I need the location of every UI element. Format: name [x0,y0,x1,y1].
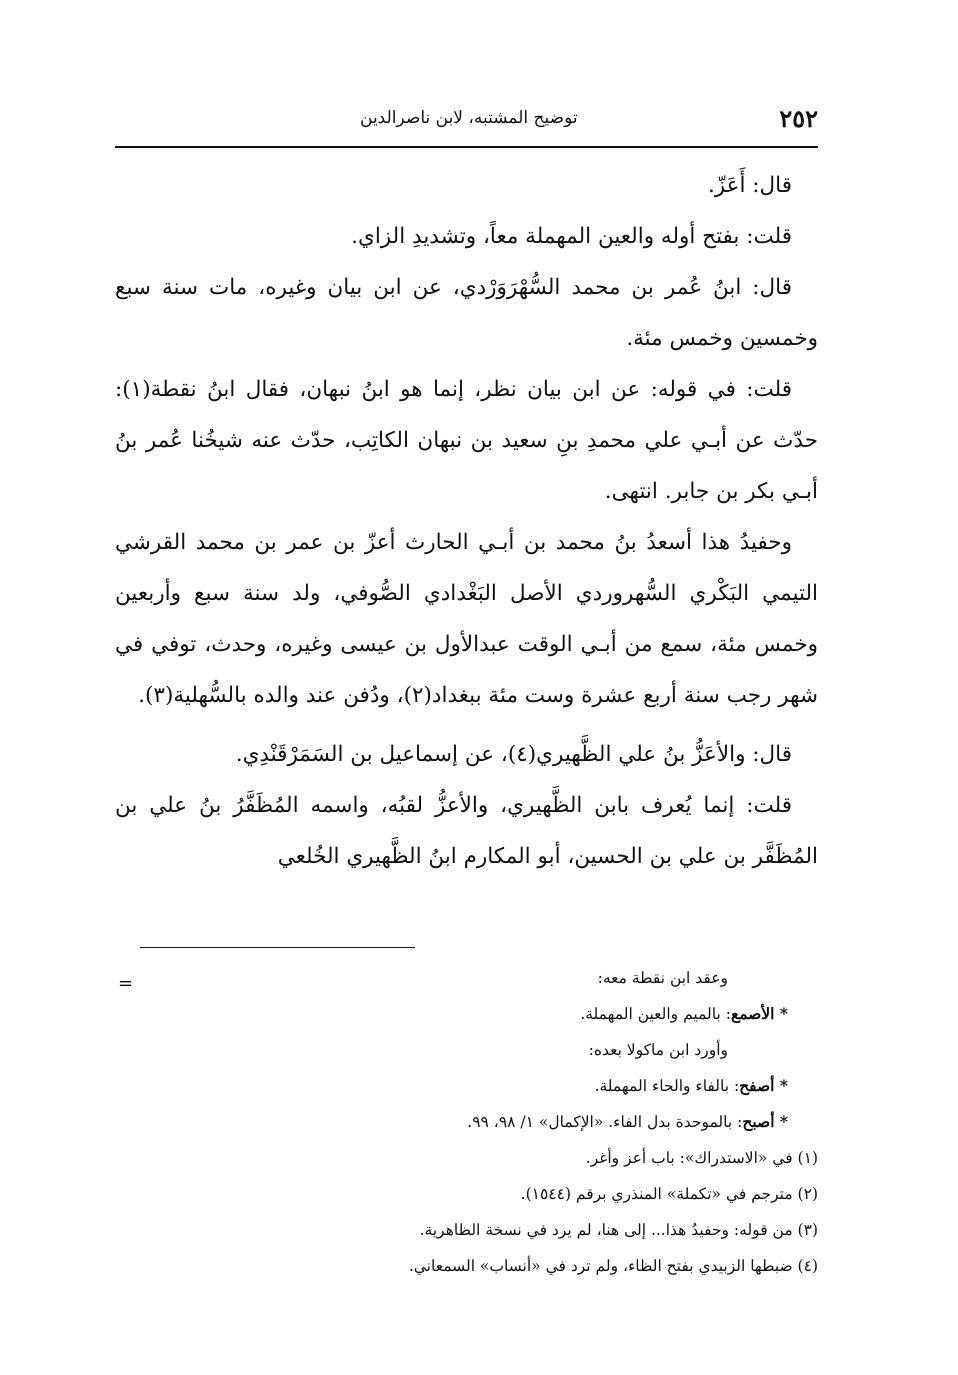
paragraph-5: وحفيدُ هذا أسعدُ بنُ محمد بن أبـي الحارث أعزّ بن عمر بن محمد القرشي التيمي البَكْري السُّهروردي الأصل البَغْدادي الصُّوفي، ولد سنة سبع وأربعين وخمس مئة، سمع من أبـي الوقت عبدالأول بن عيسى وغيره، وحدث، توفي في شهر رجب سنة أربع عشرة وست مئة ببغداد(٢)، ودُفن عند والده بالسُّهلية(٣). [115,530,818,708]
footnote-term-text: : بالموحدة بدل الفاء. «الإكمال» ١/ ٩٨، ٩٩. [467,1113,743,1131]
footnote-continuation-line [115,996,818,1032]
footnote-term: * الأصمع [730,1004,788,1023]
footnote-continuation-mark: = [118,973,134,994]
footnote-separator [140,947,415,948]
paragraph-2: قلت: بفتح أوله والعين المهملة معاً، وتشديدِ الزاي. [351,224,792,249]
main-text [115,160,818,882]
paragraph-3: قال: ابنُ عُمر بن محمد السُّهْرَوَرْدي، عن ابن بيان وغيره، مات سنة سبع وخمسين وخمس مئة. [115,275,818,351]
footnote-continuation-line: وعقد ابن نقطة معه: [597,969,728,987]
footnote-term-text: : بالميم والعين المهملة. [580,1005,731,1023]
paragraph-1: قال: أَعَزّ. [707,173,792,198]
paragraph-6: قال: والأعَزُّ بنُ علي الظَّهيري(٤)، عن إسماعيل بن السَمَرْقَنْدِي. [235,742,792,767]
paragraph-4: قلت: في قوله: عن ابن بيان نظر، إنما هو ابنُ نبهان، فقال ابنُ نقطة(١): حدّث عن أبـي علي محمدِ بنِ سعيد بن نبهان الكاتِب، حدّث عنه شيخُنا عُمر بنُ أبـي بكر بن جابر. انتهى. [115,377,818,504]
footnote-continuation-line [115,1104,818,1140]
footnote-3: (٣) من قوله: وحفيدُ هذا... إلى هنا، لم يرد في نسخة الظاهرية. [419,1221,818,1239]
footnote-4: (٤) ضبطها الزبيدي بفتح الظاء، ولم ترد في «أنساب» السمعاني. [408,1257,818,1275]
paragraph-7: قلت: إنما يُعرف بابن الظَّهيري، والأعزُّ لقبُه، واسمه المُظَفَّرُ بنُ علي بن المُظَفَّر بن علي بن الحسين، أبو المكارم ابنُ الظَّهيري الخُلعي [115,793,818,869]
footnote-continuation-line [115,1068,818,1104]
footnote-continuation-line: وأورد ابن ماكولا بعده: [588,1041,728,1059]
running-title: توضيح المشتبه، لابن ناصرالدين [360,108,578,128]
page-number: ٢٥٢ [779,104,818,133]
footnote-1: (١) في «الاستدراك»: باب أعز وأغر. [585,1149,818,1167]
footnote-term: * أصبح [742,1112,788,1131]
footnotes [115,960,818,1284]
page-header [115,100,818,148]
footnote-2: (٢) مترجم في «تكملة» المنذري برقم (١٥٤٤). [520,1185,818,1203]
footnote-term-text: : بالفاء والحاء المهملة. [594,1077,740,1095]
footnote-term: * أصفح [739,1076,788,1095]
